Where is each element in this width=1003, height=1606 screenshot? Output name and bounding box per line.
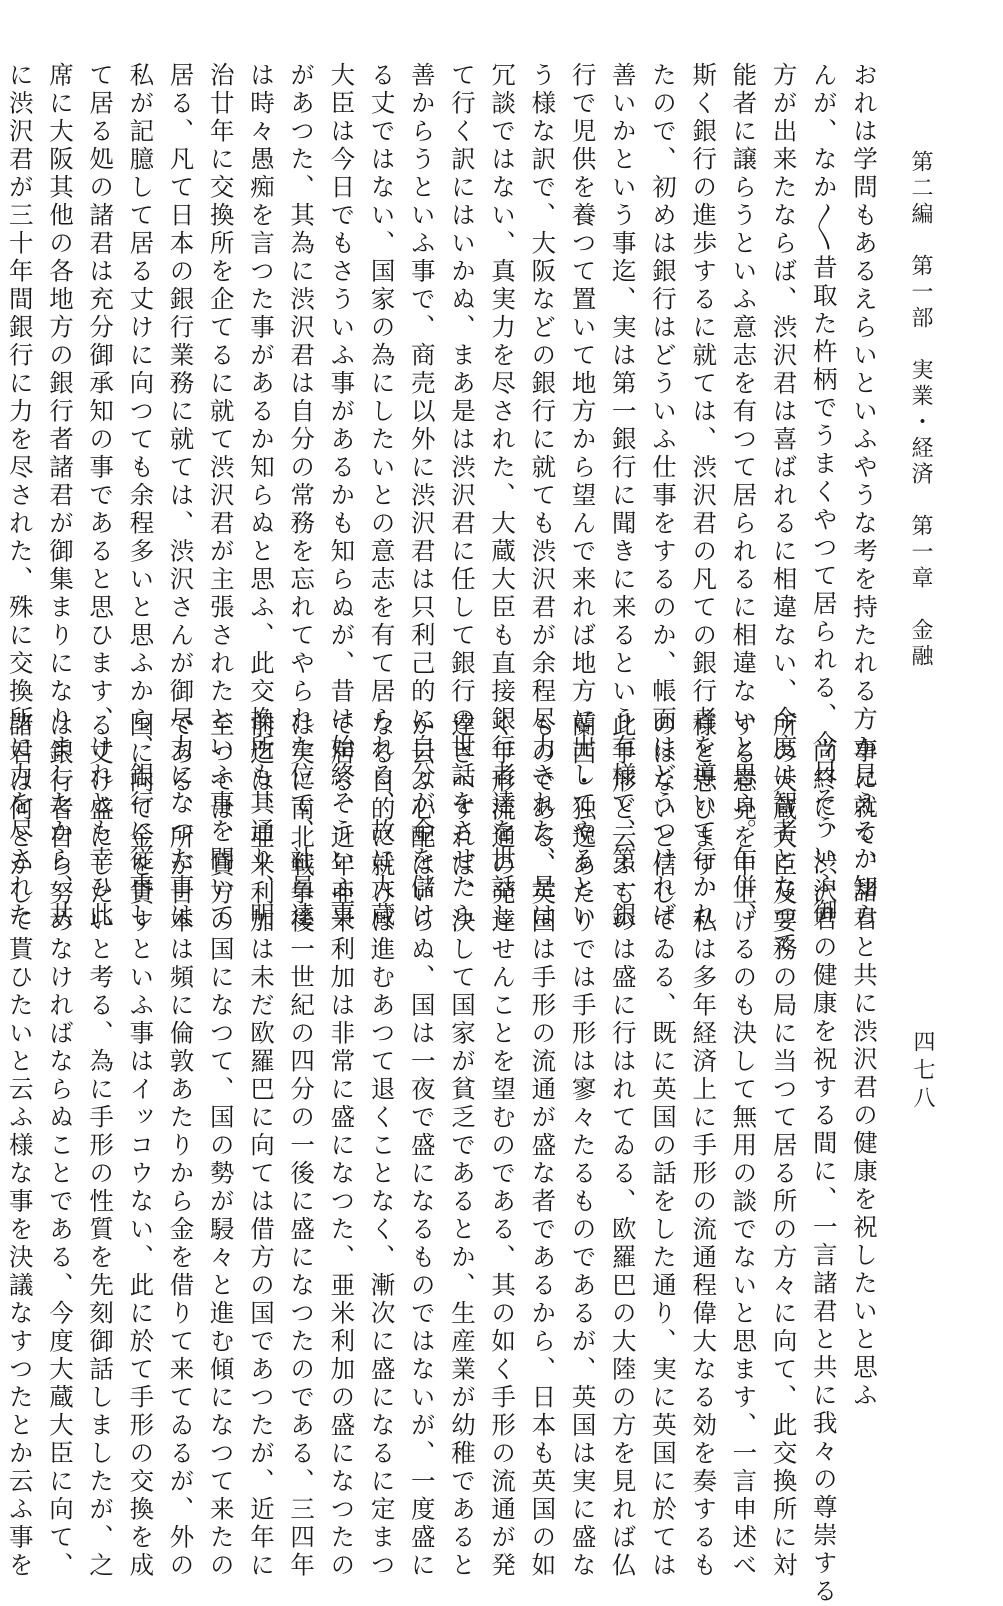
text-line: 前迄は、亜米利加は未だ欧羅巴に向ては借方の国であつたが、近年に xyxy=(246,712,276,1580)
text-line: 様と思ひます、私は多年経済上に手形の流通程偉大なる効を奏するも xyxy=(689,712,719,1580)
text-line: 此手形と云ふものは盛に行はれてゐる、欧羅巴の大陸の方を見れば仏 xyxy=(608,712,638,1580)
text-line: は時々愚痴を言つた事があるか知らぬと思ふ、此交換所も其通り、明 xyxy=(246,62,276,930)
text-line: 方が出来たならば、渋沢君は喜ばれるに相違ない、今度は智者となつて xyxy=(769,62,799,958)
text-line: 冗談ではない、真実力を尽された、大蔵大臣も直接銀行者達を世話し xyxy=(488,62,518,930)
text-line: 善からうといふ事で、商売以外に渋沢君は只利己的に自分が金を儲け xyxy=(407,62,437,930)
text-line: 達さへすれば、決して国家が貧乏であるとか、生産業が幼稚であると xyxy=(447,712,477,1580)
text-line: か云ふ心配はいらぬ、国は一夜で盛になるものではないが、一度盛に xyxy=(407,712,437,1580)
text-line: て行く訳にはいかぬ、まあ是は渋沢君に任して銀行の世話をさせたら xyxy=(447,62,477,930)
text-line: 私が記臆して居る丈けに向つても余程多いと思ふから、銀行に従事し xyxy=(126,62,156,930)
text-line: く手形流通の発達せんことを望むのである、其の如く手形の流通が発 xyxy=(488,712,518,1580)
text-line: う様な訳で、大阪などの銀行に就ても渋沢君が余程尽力された、是は xyxy=(528,62,558,930)
text-line: 治廿年に交換所を企てるに就て渋沢君が主張されたといふ事を聞いて xyxy=(206,62,236,930)
running-header: 第二編 第一部 実業・経済 第一章 金融 xyxy=(908,150,933,670)
page-number: 四七八 xyxy=(910,1030,935,1114)
text-line: 国に向て金を貸すといふ事はイッコウない、此に於て手形の交換を成 xyxy=(126,712,156,1580)
text-block-upper xyxy=(5,62,884,958)
text-line: 斯く銀行の進歩するに就ては、渋沢君の凡ての銀行者を導いて行かれ xyxy=(689,62,719,930)
text-line: に渋沢君が三十年間銀行に力を尽された、殊に交換所に力を尽された xyxy=(5,62,35,930)
text-line: 大臣は今日でもさういふ事があるかも知らぬが、昔は始終そういふ事 xyxy=(327,62,357,930)
text-line: る丈ではない、国家の為にしたいとの意志を有て居られる、故に大蔵 xyxy=(367,62,397,930)
text-line: 事に就て、諸君と共に渋沢君の健康を祝したいと思ふ xyxy=(850,738,879,1410)
text-line: 蘭西・独逸あたりでは手形は寥々たるものであるが、英国は実に盛な xyxy=(568,712,598,1580)
text-line: 至つては、貸方の国になつて、国の勢が駸々と進む傾になつて来たの xyxy=(206,712,236,1580)
text-line: 居る、凡て日本の銀行業務に就ては、渋沢さんが御尽力になつた事は xyxy=(166,62,196,930)
text-line: て居る、近年亜米利加は非常に盛になつた、亜米利加の盛になつたの xyxy=(327,712,357,1580)
text-line: があつた、其為に渋沢君は自分の常務を忘れてやられた位で、社員達 xyxy=(287,62,317,930)
text-line: する意見を申上げるのも決して無用の談でないと思ます、一言申述べ xyxy=(729,712,759,1580)
text-line: なる目的に就けば進むあつて退くことなく、漸次に盛になるに定まつ xyxy=(367,712,397,1580)
text-line: である、所が日本は頻に倫敦あたりから金を借りて来てゐるが、外の xyxy=(166,712,196,1580)
text-line: 能者に譲らうといふ意志を有つて居られるに相違ないと思ふ。乍併、 xyxy=(729,62,759,930)
text-line: は実に南北戦争後一世紀の四分の一後に盛になつたのである、三四年 xyxy=(287,712,317,1580)
text-line: る丈け盛にしたいと考る、為に手形の性質を先刻御話しましたが、之 xyxy=(86,712,116,1580)
text-line: のはないと信じてゐる、既に英国の話をした通り、実に英国に於ては xyxy=(648,712,678,1580)
text-line: は銀行者自ら努めなければならぬことである、今度大蔵大臣に向て、 xyxy=(45,712,75,1580)
text-line: 尚終に、渋沢君の健康を祝する間に、一言諸君と共に我々の尊崇する xyxy=(809,738,839,1606)
text-line: おれは学問もあるえらいといふやうな考を持たれる方か見えるか知ら xyxy=(850,62,879,930)
text-line: 善いかという事迄、実は第一銀行に聞きに来るという有様で、第一銀 xyxy=(608,62,638,930)
text-line: 所の大蔵大臣及要務の局に当つて居る所の方々に向て、此交換所に対 xyxy=(769,712,799,1580)
text-line: て居る処の諸君は充分御承知の事であると思ひます、けれとも幸ひ此 xyxy=(86,62,116,930)
text-line: んが、なか〳〵昔取た杵柄でうまくやつて居られる、今日そういふ御 xyxy=(809,62,839,927)
text-line: 行で児供を養つて置いて地方から望んで来れば地方に出してやるとい xyxy=(568,62,598,930)
text-line: たので、初めは銀行はどういふ仕事をするのか、帳面はどうつければ xyxy=(648,62,678,930)
text-line: 諸君は何とかして貰ひたいと云ふ様な事を決議なすつたとか云ふ事を xyxy=(5,712,35,1580)
text-block-lower xyxy=(5,712,884,1606)
text-line: 席に大阪其他の各地方の銀行者諸君が御集まりになりましたから、共 xyxy=(45,62,75,930)
text-line: ものである、英国は手形の流通が盛な者であるから、日本も英国の如 xyxy=(528,712,558,1580)
